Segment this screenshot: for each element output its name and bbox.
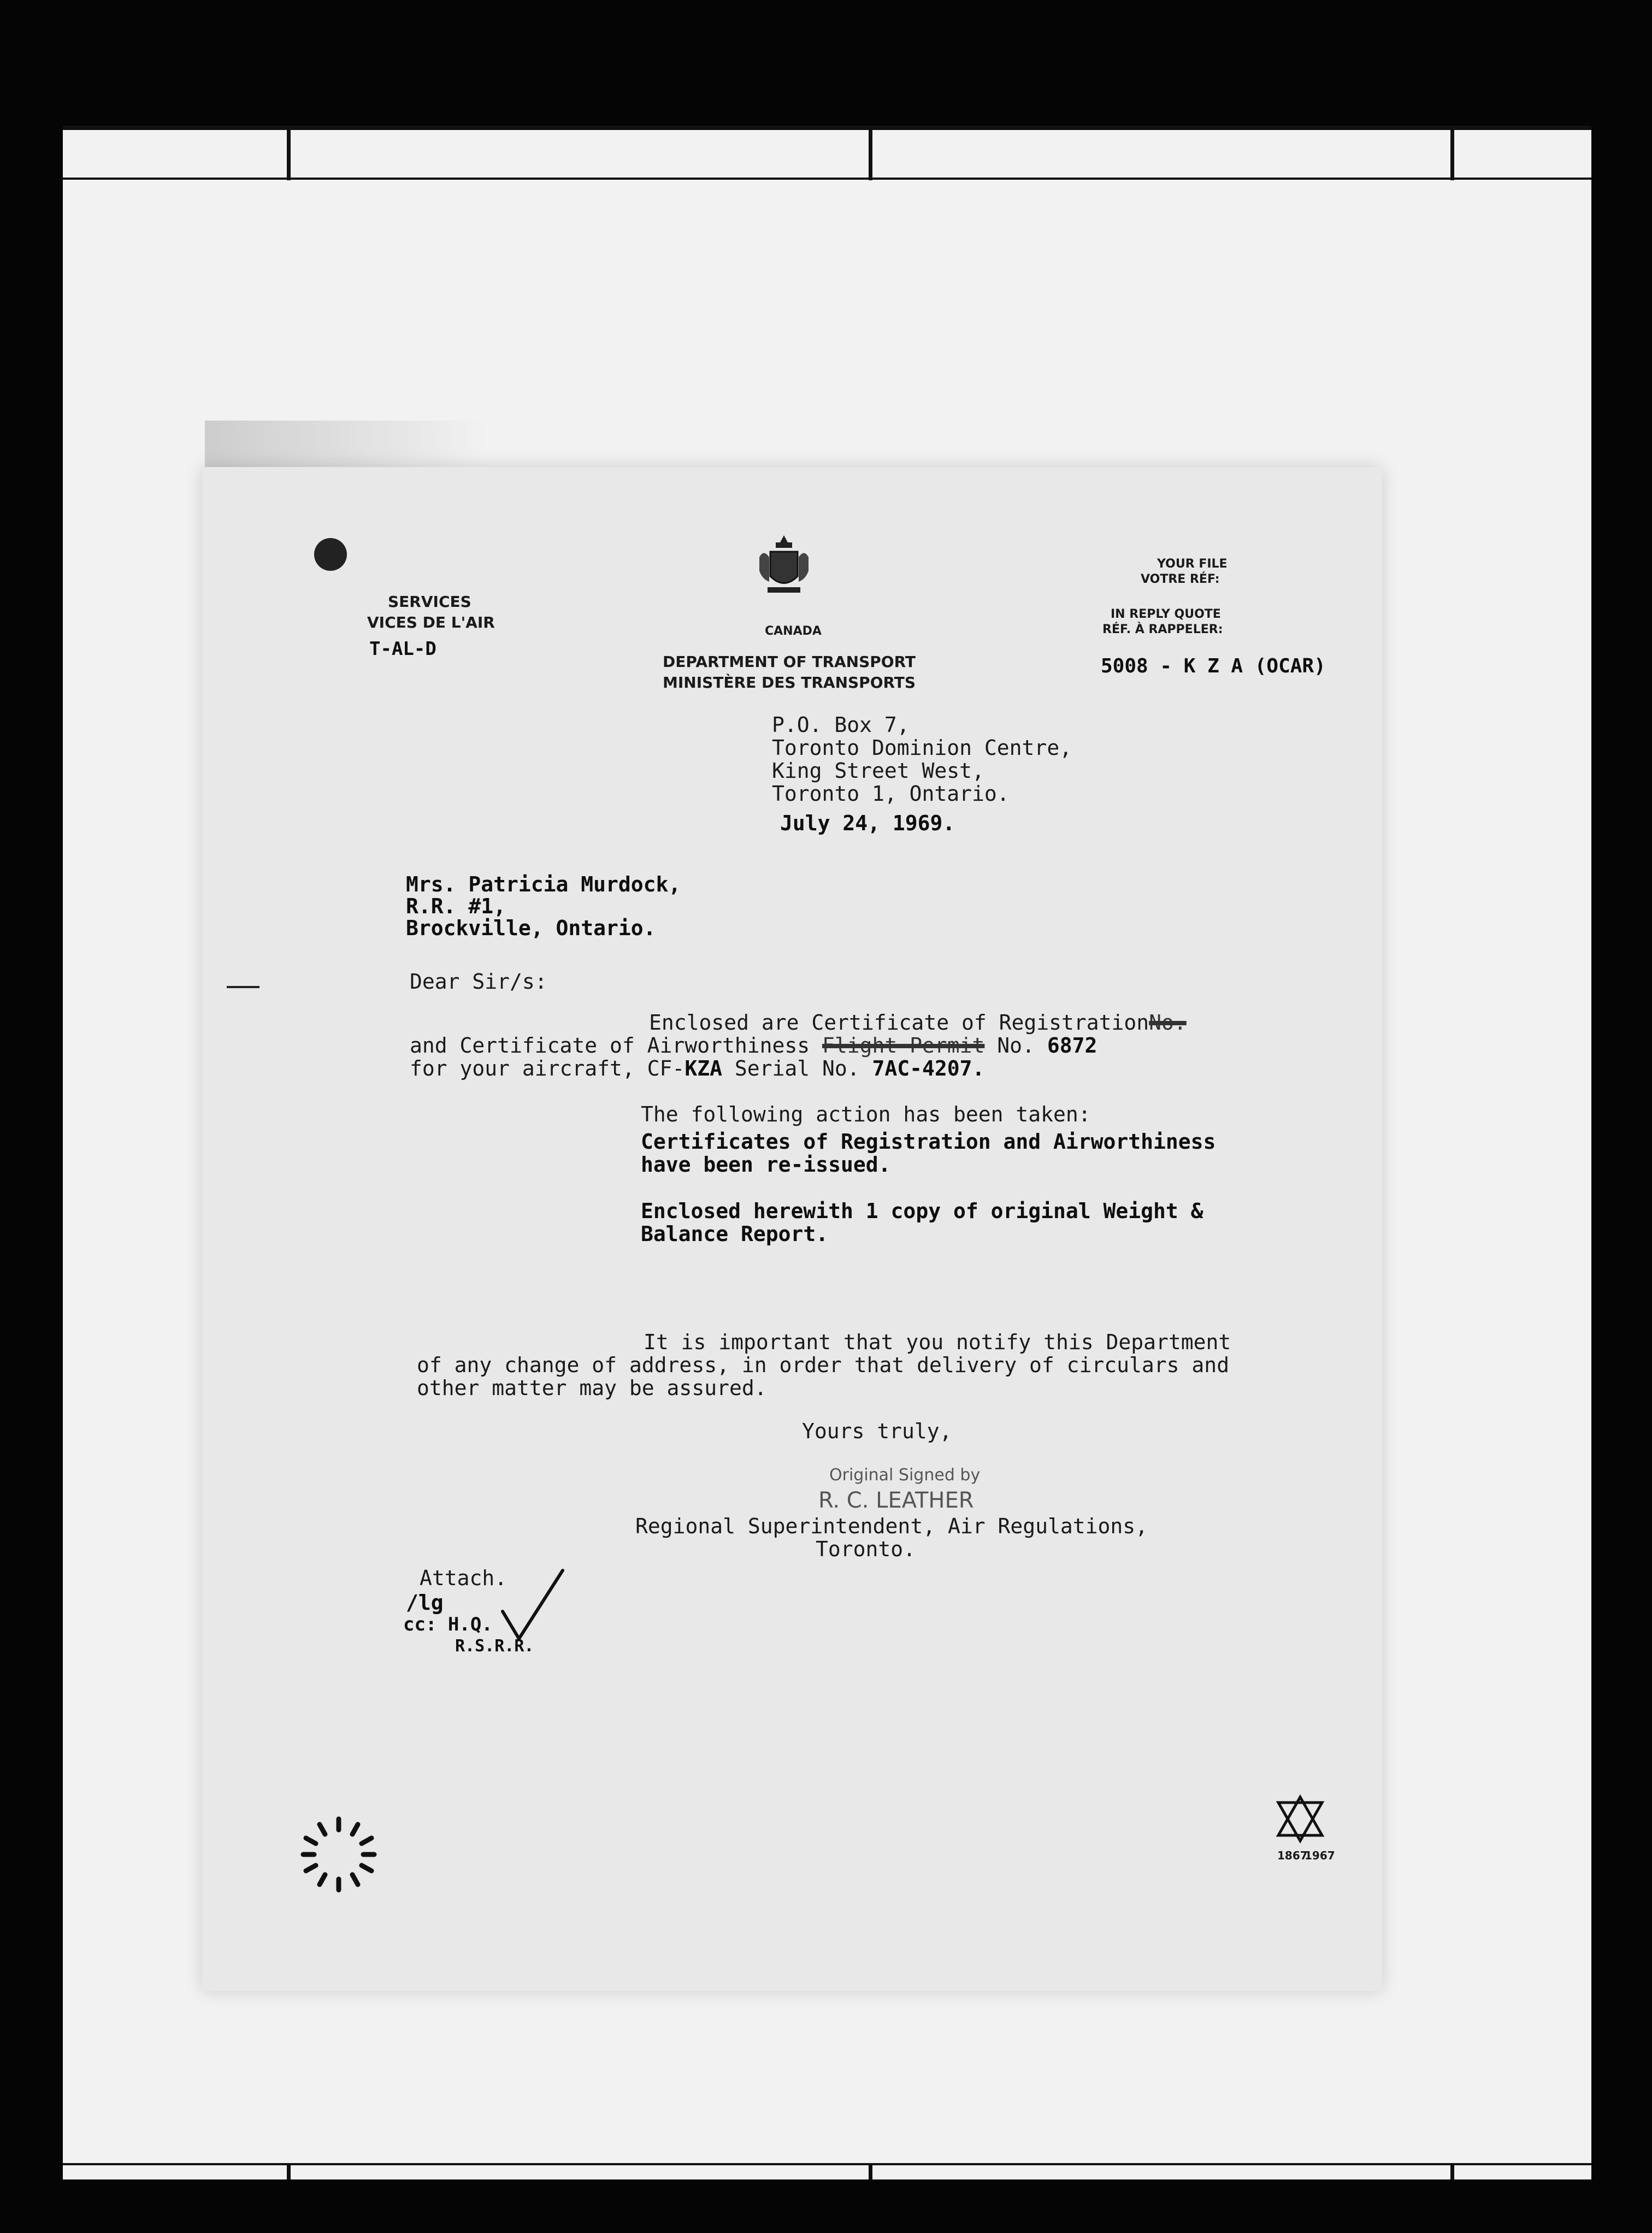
cc-label: cc:: [403, 1614, 437, 1635]
action-intro: The following action has been taken:: [641, 1102, 1091, 1126]
frame-top-rule: [63, 178, 1591, 180]
checkmark-icon: [500, 1568, 565, 1644]
file-label-2: VOTRE RÉF:: [1141, 572, 1220, 586]
frame-tick: [869, 2163, 872, 2179]
sender-address-4: Toronto 1, Ontario.: [772, 782, 1010, 806]
service-line-2: VICES DE L'AIR: [367, 613, 495, 631]
action-1-line-1: Certificates of Registration and Airworthiness: [641, 1130, 1216, 1154]
aircraft-registration: KZA: [685, 1056, 722, 1080]
department-en: DEPARTMENT OF TRANSPORT: [663, 653, 916, 671]
cc-recipient-1: H.Q.: [447, 1614, 493, 1635]
notice-line-1: It is important that you notify this Department: [644, 1330, 1231, 1354]
attach-label: Attach.: [420, 1566, 508, 1590]
file-label-1: YOUR FILE: [1157, 557, 1228, 571]
frame-tick: [1450, 2163, 1454, 2179]
complimentary-close: Yours truly,: [802, 1419, 952, 1443]
circular-stamp-icon: [298, 1813, 380, 1895]
signer-location: Toronto.: [816, 1537, 916, 1561]
recipient-line-3: Brockville, Ontario.: [406, 916, 656, 940]
aircraft-label: for your aircraft, CF-: [410, 1056, 685, 1080]
signer-title: Regional Superintendent, Air Regulations,: [635, 1514, 1148, 1538]
frame-top-border: [63, 126, 1591, 130]
notice-line-3: other matter may be assured.: [417, 1376, 767, 1400]
certificate-number: 6872: [1047, 1033, 1098, 1058]
file-label-4: RÉF. À RAPPELER:: [1102, 623, 1223, 636]
cc-line: [403, 1612, 493, 1637]
action-2-line-2: Balance Report.: [641, 1222, 829, 1246]
department-fr: MINISTÈRE DES TRANSPORTS: [663, 674, 916, 692]
serial-number: 7AC-4207.: [872, 1056, 985, 1080]
service-line-1: SERVICES: [388, 593, 471, 611]
margin-mark: [227, 986, 259, 988]
canada-crest-icon: [754, 533, 814, 609]
struck-no: No.: [1149, 1011, 1187, 1035]
cc-recipient-2: R.S.R.R.: [455, 1637, 534, 1656]
service-line-3: T-AL-D: [369, 638, 436, 660]
file-label-3: IN REPLY QUOTE: [1111, 607, 1221, 621]
frame-tick: [1450, 126, 1454, 180]
recipient-line-1: Mrs. Patricia Murdock,: [406, 872, 681, 896]
centennial-year-start: 1867: [1277, 1849, 1308, 1862]
action-2-line-1: Enclosed herewith 1 copy of original Weight &: [641, 1199, 1203, 1223]
sender-address-3: King Street West,: [772, 759, 984, 783]
ink-blot: [314, 538, 347, 571]
body-line-2: [410, 1033, 1097, 1058]
struck-flight-permit: Flight Permit: [822, 1033, 985, 1058]
recipient-line-2: R.R. #1,: [406, 894, 506, 918]
centennial-symbol-icon: [1273, 1794, 1328, 1844]
file-number: 5008 - K Z A (OCAR): [1101, 655, 1326, 677]
body-line-3: [410, 1056, 984, 1080]
letter-date: July 24, 1969.: [780, 811, 955, 835]
sender-address-2: Toronto Dominion Centre,: [772, 736, 1072, 760]
frame-tick: [869, 126, 872, 180]
frame-bottom-rule: [63, 2163, 1591, 2165]
centennial-year-end: 1967: [1305, 1849, 1335, 1862]
body-line-1-text: Enclosed are Certificate of Registration: [649, 1011, 1149, 1035]
frame-tick: [287, 126, 291, 180]
certificate-no-label: No.: [997, 1033, 1035, 1058]
body-line-2-text: and Certificate of Airworthiness: [410, 1033, 810, 1058]
sender-address-1: P.O. Box 7,: [772, 713, 910, 737]
signer-name: R. C. LEATHER: [818, 1488, 974, 1513]
serial-label: Serial No.: [734, 1056, 860, 1080]
typist-initials: /lg: [406, 1591, 444, 1615]
notice-line-2: of any change of address, in order that delivery of circulars and: [417, 1353, 1230, 1377]
signed-note: Original Signed by: [829, 1466, 981, 1485]
salutation: Dear Sir/s:: [410, 970, 547, 994]
action-1-line-2: have been re-issued.: [641, 1153, 891, 1177]
crest-label: CANADA: [765, 624, 822, 638]
frame-tick: [287, 2163, 291, 2179]
body-line-1: [649, 1011, 1187, 1035]
